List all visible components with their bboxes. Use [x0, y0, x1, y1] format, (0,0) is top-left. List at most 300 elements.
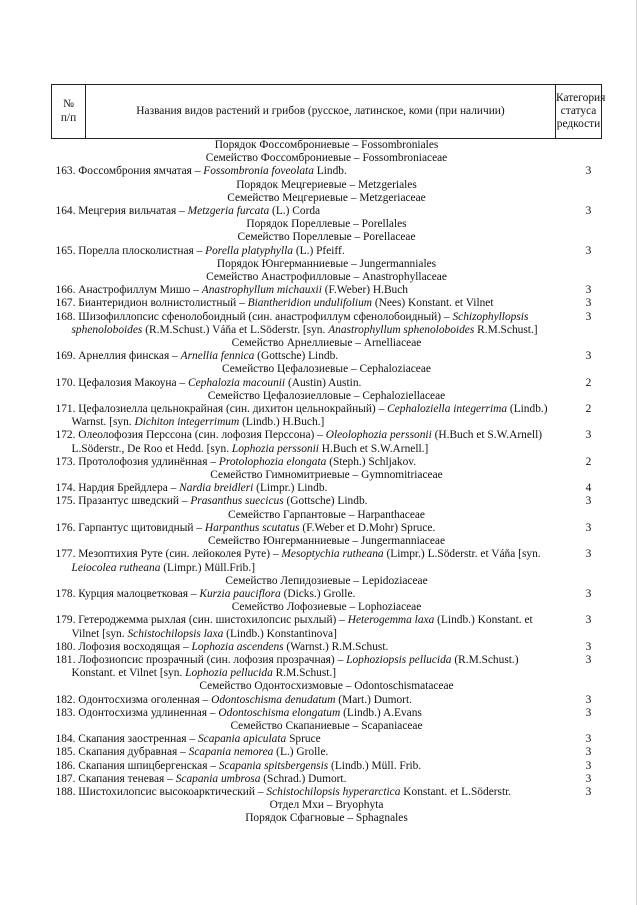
species-number: 164.	[55, 205, 76, 218]
species-entry	[56, 245, 556, 258]
status-category	[556, 694, 602, 707]
species-name-cell	[52, 588, 556, 601]
status-category	[556, 350, 602, 363]
species-russian-name: Одонтосхизма оголенная –	[78, 693, 212, 706]
taxon-header	[52, 509, 602, 522]
species-row	[52, 482, 602, 495]
status-category-value: 3	[585, 244, 592, 257]
species-row	[52, 205, 602, 218]
species-row	[52, 760, 602, 773]
species-latin-name: Odontoschisma denudatum	[211, 693, 336, 706]
species-author: (L.) Grolle.	[273, 746, 329, 759]
species-russian-name: Анастрофиллум Мишо –	[78, 284, 202, 297]
species-russian-name: Фоссомброния ямчатая –	[78, 165, 204, 178]
header-number	[52, 85, 86, 139]
taxon-header-row	[52, 575, 602, 588]
species-author: (Dicks.) Grolle.	[280, 587, 356, 600]
species-author: (R.M.Schust.) Váňa et L.Söderstr. [syn.	[142, 323, 329, 336]
species-synonym-author: (Lindb.) Konstantinova]	[223, 627, 337, 640]
species-russian-name: Протолофозия удлинённая –	[78, 455, 219, 468]
taxon-header	[52, 601, 602, 614]
species-synonym-latin: Leiocolea rutheana	[71, 561, 161, 574]
taxon-header	[52, 179, 602, 192]
species-number: 165.	[55, 244, 76, 257]
species-table	[51, 84, 606, 826]
species-latin-name: Scapania spitsbergensis	[218, 759, 329, 772]
species-row	[52, 350, 602, 363]
taxon-header-text: Отдел Мхи – Bryophyta	[269, 799, 384, 812]
species-row	[52, 641, 602, 654]
species-row	[52, 548, 602, 574]
species-russian-name: Курция малоцветковая –	[78, 587, 200, 600]
header-status	[556, 85, 606, 139]
species-number: 181.	[55, 653, 76, 666]
header-name	[86, 85, 556, 139]
taxon-header-text: Порядок Сфагновые – Sphagnales	[245, 812, 408, 825]
taxon-header-text: Семейство Лофозиевые – Lophoziaceae	[231, 601, 422, 614]
species-row	[52, 284, 602, 297]
species-latin-name: Cephaloziella integerrima	[387, 403, 508, 416]
taxon-header	[52, 469, 602, 482]
status-category-value: 3	[585, 785, 592, 798]
species-name-cell	[52, 707, 556, 720]
status-category	[556, 165, 602, 178]
species-entry	[56, 205, 556, 218]
species-latin-name: Odontoschisma elongatum	[218, 706, 341, 719]
species-author: (F.Weber et D.Mohr) Spruce.	[299, 521, 436, 534]
status-category	[556, 245, 602, 258]
species-number: 188.	[55, 785, 76, 798]
species-latin-name: Scapania nemorea	[188, 746, 274, 759]
species-russian-name: Цефалозия Макоуна –	[78, 376, 188, 389]
taxon-header	[52, 720, 602, 733]
species-latin-name: Fossombronia foveolata	[203, 165, 314, 178]
species-latin-name: Schizophyllopsis sphenoloboides	[71, 310, 529, 336]
status-category-value: 3	[585, 772, 592, 785]
species-russian-name: Арнеллия финская –	[78, 350, 181, 363]
species-entry	[56, 786, 556, 799]
taxon-header-row	[52, 509, 602, 522]
species-latin-name: Schistochilopsis hyperarctica	[266, 785, 401, 798]
species-number: 169.	[55, 350, 76, 363]
status-category	[556, 588, 602, 601]
status-category-value: 3	[585, 495, 592, 508]
taxon-header	[52, 390, 602, 403]
status-category-value: 3	[585, 653, 592, 666]
species-latin-name: Biantheridion undulifolium	[247, 297, 372, 310]
species-name-cell	[52, 165, 556, 178]
species-row	[52, 694, 602, 707]
species-author: (Lindb.) A.Evans	[340, 706, 422, 719]
species-entry	[56, 641, 556, 654]
status-category-value: 4	[585, 482, 592, 495]
taxon-header-row	[52, 799, 602, 812]
status-category-value: 3	[585, 165, 592, 178]
species-author: (Lindb.) Warnst. [syn.	[71, 403, 548, 429]
species-entry	[56, 760, 556, 773]
species-russian-name: Лофозия восходящая –	[78, 640, 192, 653]
species-russian-name: Цефалозиелла цельнокрайная (син. дихитон цельнокрайный) –	[78, 403, 388, 416]
taxon-header-row	[52, 363, 602, 376]
species-latin-name: Nardia breidleri	[179, 482, 254, 495]
species-latin-name: Arnellia fennica	[180, 350, 255, 363]
table-body	[52, 139, 602, 826]
species-latin-name: Lophozia ascendens	[191, 640, 284, 653]
taxon-header	[52, 680, 602, 693]
species-number: 182.	[55, 693, 76, 706]
taxon-header-row	[52, 469, 602, 482]
species-entry	[56, 350, 556, 363]
taxon-header-row	[52, 192, 602, 205]
status-category	[556, 495, 602, 508]
species-entry	[56, 429, 556, 455]
species-row	[52, 245, 602, 258]
species-name-cell	[52, 495, 556, 508]
species-author: (L.) Pfeiff.	[293, 244, 345, 257]
status-category	[556, 456, 602, 469]
species-row	[52, 773, 602, 786]
species-row	[52, 165, 602, 178]
species-synonym-author: R.M.Schust.]	[272, 667, 337, 680]
taxon-header	[52, 535, 602, 548]
species-author: (Gottsche) Lindb.	[283, 495, 368, 508]
header-status-text: Категория статуса редкости	[556, 91, 606, 131]
species-row	[52, 786, 602, 799]
species-russian-name: Гарпантус щитовидный –	[78, 521, 205, 534]
species-latin-name: Prasanthus suecicus	[190, 495, 284, 508]
species-name-cell	[52, 482, 556, 495]
species-russian-name: Олеолофозия Перссона (син. лофозия Перссона) –	[78, 429, 326, 442]
species-name-cell	[52, 377, 556, 390]
species-synonym-latin: Schistochilopsis laxa	[127, 627, 224, 640]
species-russian-name: Лофозиопсис прозрачный (син. лофозия прозрачная) –	[78, 653, 347, 666]
species-entry	[56, 482, 556, 495]
species-number: 183.	[55, 706, 76, 719]
taxon-header	[52, 258, 602, 271]
species-number: 175.	[55, 495, 76, 508]
species-number: 179.	[55, 614, 76, 627]
species-number: 185.	[55, 746, 76, 759]
species-latin-name: Oleolophozia perssonii	[325, 429, 432, 442]
species-author: (Mart.) Dumort.	[335, 693, 412, 706]
species-author: (Lindb.) Konstant. et Vilnet [syn.	[71, 614, 533, 640]
status-category-value: 3	[585, 759, 592, 772]
taxon-header-text: Семейство Юнгерманниевые – Jungermanniaceae	[207, 535, 446, 548]
species-name-cell	[52, 284, 556, 297]
species-entry	[56, 548, 556, 574]
status-category	[556, 773, 602, 786]
taxon-header-row	[52, 812, 602, 825]
species-synonym-author: R.M.Schust.]	[474, 323, 538, 336]
species-russian-name: Шистохилопсис высокоарктический –	[78, 785, 267, 798]
taxon-header	[52, 139, 602, 153]
status-category	[556, 707, 602, 720]
species-name-cell	[52, 350, 556, 363]
taxon-header-row	[52, 231, 602, 244]
status-category-value: 3	[585, 284, 592, 297]
species-latin-name: Protolophozia elongata	[218, 455, 327, 468]
taxon-header-row	[52, 337, 602, 350]
table-header	[52, 85, 606, 139]
species-name-cell	[52, 403, 556, 429]
taxon-header	[52, 271, 602, 284]
status-category-value: 3	[585, 706, 592, 719]
species-name-cell	[52, 429, 556, 455]
status-category-value: 3	[585, 693, 592, 706]
species-row	[52, 495, 602, 508]
species-number: 177.	[55, 548, 76, 561]
species-entry	[56, 311, 556, 337]
status-category-value: 3	[585, 297, 592, 310]
species-russian-name: Биантеридион волнистолистный –	[78, 297, 248, 310]
species-synonym-latin: Lophozia perssonii	[231, 442, 319, 455]
species-russian-name: Скапания заостренная –	[78, 733, 198, 746]
species-row	[52, 311, 602, 337]
species-entry	[56, 165, 556, 178]
species-number: 167.	[55, 297, 76, 310]
species-name-cell	[52, 614, 556, 640]
species-name-cell	[52, 786, 556, 799]
taxon-header	[52, 231, 602, 244]
status-category-value: 2	[585, 455, 592, 468]
species-author: (Lindb.) Müll. Frib.	[328, 759, 422, 772]
species-latin-name: Cephalozia macounii	[187, 376, 286, 389]
status-category-value: 3	[585, 587, 592, 600]
status-category	[556, 297, 602, 310]
species-author: (Steph.) Schljakov.	[326, 455, 417, 468]
species-latin-name: Kurzia pauciflora	[199, 587, 281, 600]
species-author: (Limpr.) Lindb.	[253, 482, 328, 495]
species-row	[52, 522, 602, 535]
species-author: (Warnst.) R.M.Schust.	[283, 640, 389, 653]
species-latin-name: Heterogemma laxa	[347, 614, 435, 627]
species-russian-name: Одонтосхизма удлиненная –	[78, 706, 219, 719]
species-synonym-author: H.Buch et S.W.Arnell.]	[318, 442, 429, 455]
species-number: 166.	[55, 284, 76, 297]
species-latin-name: Lophoziopsis pellucida	[346, 653, 452, 666]
status-category	[556, 482, 602, 495]
taxon-header-text: Семейство Арнеллиевые – Arnelliaceae	[231, 337, 422, 350]
status-category-value: 3	[585, 350, 592, 363]
species-synonym-author: (Limpr.) Müll.Frib.]	[160, 561, 256, 574]
species-number: 184.	[55, 733, 76, 746]
species-author: (L.) Corda	[269, 205, 321, 218]
species-synonym-author: (Lindb.) H.Buch.]	[239, 416, 325, 429]
status-category-value: 3	[585, 310, 592, 323]
species-row	[52, 429, 602, 455]
species-name-cell	[52, 746, 556, 759]
species-row	[52, 403, 602, 429]
species-entry	[56, 746, 556, 759]
status-category-value: 3	[585, 548, 592, 561]
header-number-text: № п/п	[60, 98, 77, 124]
species-author: (R.M.Schust.) Konstant. et Vilnet [syn.	[71, 653, 519, 680]
species-latin-name: Metzgeria furcata	[187, 205, 270, 218]
species-entry	[56, 733, 556, 746]
taxon-header-row	[52, 271, 602, 284]
species-row	[52, 707, 602, 720]
taxon-header	[52, 218, 602, 231]
status-category-value: 2	[585, 376, 592, 389]
species-row	[52, 614, 602, 640]
taxon-header-text: Семейство Цефалозиевые – Cephaloziaceae	[222, 363, 431, 376]
status-category	[556, 614, 602, 640]
taxon-header-row	[52, 258, 602, 271]
status-category-value: 3	[585, 746, 592, 759]
species-number: 174.	[55, 482, 76, 495]
species-name-cell	[52, 297, 556, 310]
taxon-header-row	[52, 720, 602, 733]
taxon-header-text: Порядок Мецгериевые – Metzgeriales	[236, 178, 417, 191]
header-name-text: Названия видов растений и грибов (русское, латинское, коми (при наличии)	[136, 104, 505, 117]
taxon-header-row	[52, 535, 602, 548]
taxon-header-text: Семейство Анастрофилловые – Anastrophyllaceae	[206, 271, 447, 284]
species-row	[52, 654, 602, 680]
species-number: 163.	[55, 165, 76, 178]
species-row	[52, 456, 602, 469]
taxon-header	[52, 812, 602, 825]
status-category	[556, 284, 602, 297]
species-author: Konstant. et L.Söderstr.	[400, 785, 512, 798]
species-name-cell	[52, 205, 556, 218]
species-russian-name: Мезоптихия Руте (син. лейоколея Руте) –	[78, 548, 282, 561]
species-author: (Schrad.) Dumort.	[260, 772, 347, 785]
species-author: (H.Buch et S.W.Arnell) L.Söderstr., De Roo et Hedd. [syn.	[71, 429, 543, 455]
species-number: 186.	[55, 759, 76, 772]
species-latin-name: Anastrophyllum michauxii	[201, 284, 322, 297]
taxon-header-row	[52, 218, 602, 231]
species-number: 187.	[55, 772, 76, 785]
species-latin-name: Harpanthus scutatus	[204, 521, 300, 534]
species-number: 172.	[55, 429, 76, 442]
taxon-header-row	[52, 152, 602, 165]
status-category	[556, 377, 602, 390]
species-russian-name: Нардия Брейдлера –	[78, 482, 180, 495]
status-category-value: 3	[585, 429, 592, 442]
species-number: 171.	[55, 403, 76, 416]
taxon-header	[52, 337, 602, 350]
species-name-cell	[52, 773, 556, 786]
species-synonym-latin: Dichiton integerrimum	[134, 416, 240, 429]
species-russian-name: Порелла плосколистная –	[78, 244, 206, 257]
taxon-header	[52, 363, 602, 376]
species-author: Lindb.	[313, 165, 347, 178]
species-entry	[56, 456, 556, 469]
species-name-cell	[52, 760, 556, 773]
status-category	[556, 641, 602, 654]
taxon-header-text: Семейство Одонтосхизмовые – Odontoschismataceae	[199, 680, 454, 693]
taxon-header-text: Семейство Цефалозиелловые – Cephaloziellaceae	[207, 389, 446, 402]
status-category-value: 3	[585, 521, 592, 534]
status-category-value: 3	[585, 733, 592, 746]
species-entry	[56, 522, 556, 535]
species-latin-name: Scapania apiculata	[197, 733, 287, 746]
taxon-header-text: Порядок Пореллевые – Porellales	[246, 218, 407, 231]
species-author: (Gottsche) Lindb.	[254, 350, 339, 363]
taxon-header-text: Семейство Фоссомброниевые – Fossombroniaceae	[205, 152, 448, 165]
taxon-header-text: Семейство Скапаниевые – Scapaniaceae	[230, 719, 423, 732]
taxon-header-text: Семейство Гимномитриевые – Gymnomitriaceae	[210, 469, 443, 482]
species-number: 170.	[55, 376, 76, 389]
species-russian-name: Мецгерия вильчатая –	[78, 205, 188, 218]
species-russian-name: Скапания дубравная –	[78, 746, 189, 759]
status-category-value: 3	[585, 614, 592, 627]
species-russian-name: Шизофиллопсис сфенолобоидный (син. анастрофиллум сфенолобоидный) –	[78, 310, 453, 323]
status-category	[556, 522, 602, 535]
taxon-header-text: Семейство Мецгериевые – Metzgeriaceae	[227, 191, 426, 204]
taxon-header-row	[52, 680, 602, 693]
taxon-header-text: Семейство Пореллевые – Porellaceae	[237, 231, 416, 244]
species-row	[52, 377, 602, 390]
taxon-header-row	[52, 179, 602, 192]
species-row	[52, 733, 602, 746]
species-russian-name: Скапания шпицбергенская –	[78, 759, 219, 772]
status-category	[556, 205, 602, 218]
species-entry	[56, 403, 556, 429]
species-name-cell	[52, 694, 556, 707]
scan-edge-line	[636, 0, 637, 905]
species-entry	[56, 654, 556, 680]
species-latin-name: Mesoptychia rutheana	[281, 548, 384, 561]
species-number: 176.	[55, 521, 76, 534]
status-category	[556, 403, 602, 429]
taxon-header-text: Семейство Лепидозиевые – Lepidoziaceae	[225, 574, 428, 587]
species-entry	[56, 773, 556, 786]
species-author: (Nees) Konstant. et Vilnet	[372, 297, 494, 310]
status-category	[556, 311, 602, 337]
status-category	[556, 760, 602, 773]
species-name-cell	[52, 641, 556, 654]
taxon-header-row	[52, 601, 602, 614]
species-name-cell	[52, 733, 556, 746]
taxon-header	[52, 575, 602, 588]
species-latin-name: Scapania umbrosa	[175, 772, 261, 785]
taxon-header	[52, 799, 602, 812]
status-category	[556, 746, 602, 759]
taxon-header	[52, 192, 602, 205]
species-row	[52, 746, 602, 759]
status-category-value: 2	[585, 403, 592, 416]
species-entry	[56, 495, 556, 508]
species-entry	[56, 694, 556, 707]
species-entry	[56, 614, 556, 640]
species-name-cell	[52, 522, 556, 535]
status-category-value: 3	[585, 205, 592, 218]
species-number: 168.	[55, 310, 76, 323]
species-russian-name: Гетероджемма рыхлая (син. шистохилопсис рыхлый) –	[78, 614, 348, 627]
status-category-value: 3	[585, 640, 592, 653]
species-latin-name: Porella platyphylla	[205, 244, 293, 257]
taxon-header-row	[52, 390, 602, 403]
taxon-header-text: Порядок Юнгерманниевые – Jungermanniales	[216, 257, 437, 270]
status-category	[556, 548, 602, 574]
species-author: (Austin) Austin.	[285, 376, 362, 389]
taxon-header	[52, 152, 602, 165]
species-name-cell	[52, 654, 556, 680]
taxon-header-text: Семейство Гарпантовые – Harpanthaceae	[228, 508, 425, 521]
species-author: (F.Weber) H.Buch	[321, 284, 408, 297]
species-russian-name: Празантус шведский –	[78, 495, 191, 508]
species-entry	[56, 707, 556, 720]
species-name-cell	[52, 311, 556, 337]
species-name-cell	[52, 456, 556, 469]
species-name-cell	[52, 245, 556, 258]
species-row	[52, 588, 602, 601]
species-synonym-latin: Anastrophyllum sphenoloboides	[328, 323, 475, 336]
species-entry	[56, 588, 556, 601]
species-number: 180.	[55, 640, 76, 653]
species-author: Spruce	[286, 733, 321, 746]
